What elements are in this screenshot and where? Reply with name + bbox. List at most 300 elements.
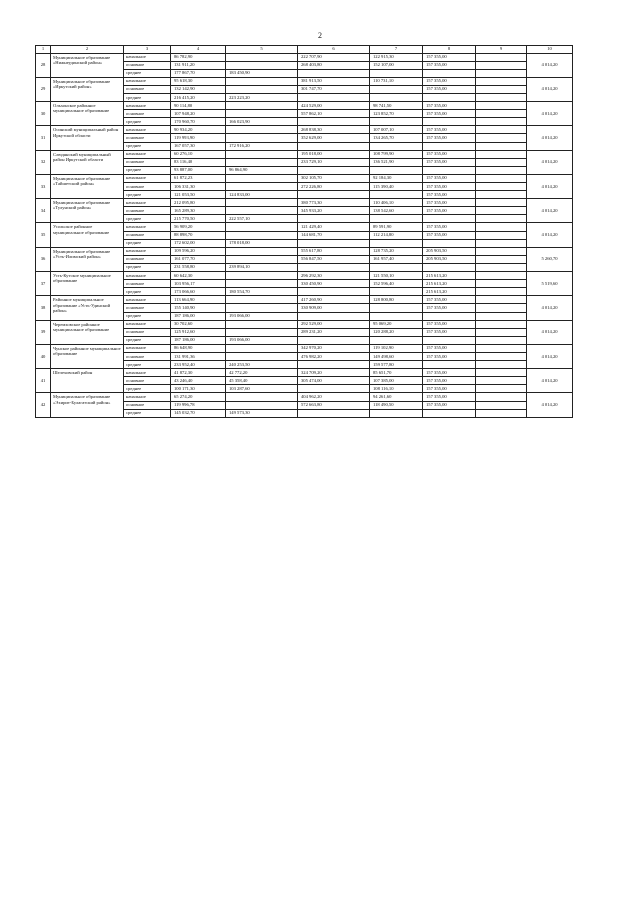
empty-cell [476,183,527,191]
row-number: 35 [36,223,51,247]
empty-cell [476,215,527,223]
value-cell [298,93,370,101]
value-cell: 107 948,20 [171,110,226,118]
value-cell: 110 406,10 [370,199,423,207]
education-level: среднее [124,409,171,417]
value-cell [298,288,370,296]
value-cell [370,215,423,223]
header-cell: 2 [51,46,124,54]
value-cell: 152 107,00 [370,61,423,69]
value-cell: 157 355,00 [423,207,476,215]
value-cell [423,336,476,344]
value-cell [298,312,370,320]
value-cell: 157 355,00 [423,134,476,142]
value-cell: 380 773,30 [298,199,370,207]
value-cell [226,53,298,61]
education-level: основное [124,183,171,191]
total-cell: 4 014,20 [527,369,573,393]
value-cell: 113 664,90 [171,296,226,304]
value-cell [226,304,298,312]
value-cell: 128 800,80 [370,296,423,304]
value-cell: 138 542,60 [370,207,423,215]
empty-cell [476,336,527,344]
empty-cell [476,401,527,409]
value-cell: 159 577,80 [370,361,423,369]
total-cell: 5 260,70 [527,247,573,271]
total-cell: 4 014,20 [527,223,573,247]
row-number: 28 [36,53,51,77]
value-cell: 289 231,20 [298,328,370,336]
table-row [36,77,573,85]
education-level: среднее [124,239,171,247]
value-cell [226,247,298,255]
value-cell: 205 903,50 [423,247,476,255]
empty-cell [476,191,527,199]
value-cell: 41 872,30 [171,369,226,377]
empty-cell [476,296,527,304]
row-number: 39 [36,320,51,344]
value-cell: 157 355,00 [423,191,476,199]
empty-cell [476,239,527,247]
education-level: основное [124,134,171,142]
table-row [36,150,573,158]
empty-cell [476,142,527,150]
municipality-name: Осинский муниципальный район Иркутской области [51,126,124,150]
education-level: среднее [124,336,171,344]
value-cell [298,215,370,223]
value-cell: 215 613,20 [423,272,476,280]
value-cell: 330 450,90 [298,280,370,288]
row-number: 42 [36,393,51,417]
value-cell: 131 911,20 [171,61,226,69]
value-cell: 157 355,00 [423,377,476,385]
value-cell: 268 838,30 [298,126,370,134]
education-level: основное [124,61,171,69]
municipality-name: Муниципальное образование «Нижнеудинский район» [51,53,124,77]
value-cell: 118 490,50 [370,401,423,409]
total-cell: 4 014,20 [527,320,573,344]
value-cell [423,361,476,369]
value-cell [370,191,423,199]
value-cell: 157 355,00 [423,352,476,360]
value-cell [423,215,476,223]
value-cell: 345 933,20 [298,207,370,215]
empty-cell [476,369,527,377]
table-row [36,126,573,134]
value-cell: 131 991,36 [171,352,226,360]
table-row [36,320,573,328]
value-cell: 183 450,90 [226,69,298,77]
value-cell: 342 970,20 [298,344,370,352]
value-cell [226,255,298,263]
value-cell: 555 617,80 [298,247,370,255]
value-cell: 212 095,80 [171,199,226,207]
value-cell: 86 782,90 [171,53,226,61]
value-cell: 157 355,00 [423,126,476,134]
header-cell: 10 [527,46,573,54]
value-cell: 173 066,60 [171,288,226,296]
value-cell: 89 591,90 [370,223,423,231]
education-level: начальное [124,150,171,158]
value-cell: 56 909,20 [171,223,226,231]
value-cell [298,263,370,271]
education-level: среднее [124,166,171,174]
value-cell: 231 558,80 [171,263,226,271]
value-cell [370,118,423,126]
education-level: основное [124,207,171,215]
value-cell: 157 355,00 [423,183,476,191]
empty-cell [476,223,527,231]
value-cell: 330 909,00 [298,304,370,312]
value-cell [370,85,423,93]
education-level: основное [124,280,171,288]
value-cell: 157 355,00 [423,85,476,93]
value-cell [298,118,370,126]
value-cell [226,126,298,134]
education-level: основное [124,352,171,360]
value-cell [226,393,298,401]
table-row [36,296,573,304]
municipality-name: Муниципальное образование «Иркутский район» [51,77,124,101]
empty-cell [476,118,527,126]
value-cell: 324 709,20 [298,369,370,377]
empty-cell [476,174,527,182]
value-cell [226,344,298,352]
education-level: основное [124,110,171,118]
value-cell: 125 912,60 [171,328,226,336]
value-cell: 417 260,90 [298,296,370,304]
row-number: 34 [36,199,51,223]
value-cell: 170 960,70 [171,118,226,126]
municipality-name: Шелеховский район [51,369,124,393]
value-cell: 145 032,70 [171,409,226,417]
empty-cell [476,61,527,69]
value-cell: 85 651,70 [370,369,423,377]
value-cell: 424 529,00 [298,102,370,110]
value-cell [370,166,423,174]
education-level: начальное [124,296,171,304]
value-cell [370,263,423,271]
education-level: начальное [124,369,171,377]
education-level: среднее [124,385,171,393]
value-cell: 157 355,00 [423,150,476,158]
empty-cell [476,304,527,312]
table-row [36,393,573,401]
value-cell [226,320,298,328]
empty-cell [476,344,527,352]
row-number: 32 [36,150,51,174]
row-number: 31 [36,126,51,150]
empty-cell [476,77,527,85]
budget-norms-table [35,45,573,418]
education-level: начальное [124,320,171,328]
value-cell: 95 069,20 [370,320,423,328]
empty-cell [476,312,527,320]
empty-cell [476,288,527,296]
value-cell: 157 355,00 [423,320,476,328]
table-row [36,199,573,207]
municipality-name: Муниципальное образование «Тайшетский район» [51,174,124,198]
value-cell [226,150,298,158]
value-cell [298,142,370,150]
value-cell: 124 833,00 [226,191,298,199]
row-number: 38 [36,296,51,320]
value-cell: 177 867,70 [171,69,226,77]
value-cell [370,304,423,312]
value-cell [226,207,298,215]
value-cell: 121 429,40 [298,223,370,231]
value-cell: 96 864,90 [226,166,298,174]
value-cell [298,239,370,247]
value-cell: 88 898,70 [171,231,226,239]
row-number: 37 [36,272,51,296]
value-cell [226,158,298,166]
value-cell [226,296,298,304]
municipality-name: Районное муниципальное образование «Усть-Удинский район» [51,296,124,320]
total-cell: 4 014,20 [527,53,573,77]
total-cell: 4 014,20 [527,199,573,223]
value-cell [423,312,476,320]
value-cell: 98 741,50 [370,102,423,110]
education-level: начальное [124,53,171,61]
education-level: основное [124,85,171,93]
value-cell: 301 747,70 [298,85,370,93]
empty-cell [476,255,527,263]
table-row [36,369,573,377]
value-cell: 128 735,20 [370,247,423,255]
value-cell: 476 982,20 [298,352,370,360]
value-cell: 187 186,00 [171,312,226,320]
value-cell: 43 246,40 [171,377,226,385]
education-level: среднее [124,215,171,223]
empty-cell [476,93,527,101]
municipality-name: Слюдянский муниципальный район Иркутской области [51,150,124,174]
value-cell [370,288,423,296]
value-cell: 132 142,90 [171,85,226,93]
value-cell: 45 358,40 [226,377,298,385]
value-cell: 233 729,10 [298,158,370,166]
education-level: основное [124,255,171,263]
value-cell: 157 355,00 [423,393,476,401]
value-cell: 108 799,90 [370,150,423,158]
value-cell [298,409,370,417]
table-row [36,223,573,231]
empty-cell [476,280,527,288]
value-cell [226,199,298,207]
value-cell: 42 772,20 [226,369,298,377]
value-cell [370,312,423,320]
value-cell [226,231,298,239]
education-level: среднее [124,69,171,77]
value-cell: 557 862,10 [298,110,370,118]
value-cell: 180 554,70 [226,288,298,296]
value-cell [370,142,423,150]
empty-cell [476,207,527,215]
value-cell: 272 226,80 [298,183,370,191]
education-level: основное [124,304,171,312]
education-level: начальное [124,344,171,352]
value-cell: 157 355,00 [423,223,476,231]
total-cell: 4 014,20 [527,102,573,126]
education-level: начальное [124,174,171,182]
value-cell: 107 385,00 [370,377,423,385]
value-cell: 60 276,10 [171,150,226,158]
table-row [36,247,573,255]
empty-cell [476,385,527,393]
row-number: 40 [36,344,51,368]
value-cell: 83 116,40 [171,158,226,166]
education-level: начальное [124,126,171,134]
empty-cell [476,53,527,61]
value-cell: 94 261,60 [370,393,423,401]
value-cell: 155 140,90 [171,304,226,312]
value-cell: 222 557,10 [226,215,298,223]
education-level: начальное [124,102,171,110]
value-cell [370,239,423,247]
value-cell: 123 852,70 [370,110,423,118]
value-cell: 152 596,40 [370,280,423,288]
empty-cell [476,272,527,280]
education-level: среднее [124,118,171,126]
empty-cell [476,352,527,360]
municipality-name: Муниципальное образование «Тулунский район» [51,199,124,223]
value-cell: 268 403,80 [298,61,370,69]
empty-cell [476,377,527,385]
empty-cell [476,328,527,336]
value-cell: 157 355,00 [423,304,476,312]
table-row [36,344,573,352]
value-cell: 121 053,50 [171,191,226,199]
value-cell: 292 529,00 [298,320,370,328]
value-cell: 90 934,20 [171,126,226,134]
header-cell: 3 [124,46,171,54]
empty-cell [476,263,527,271]
education-level: начальное [124,247,171,255]
value-cell: 61 872,23 [171,174,226,182]
education-level: среднее [124,263,171,271]
empty-cell [476,85,527,93]
empty-cell [476,166,527,174]
row-number: 33 [36,174,51,198]
value-cell: 108 116,10 [370,385,423,393]
value-cell: 157 355,00 [423,53,476,61]
header-cell: 5 [226,46,298,54]
education-level: основное [124,231,171,239]
municipality-name: Черемховское районное муниципальное образование [51,320,124,344]
education-level: среднее [124,288,171,296]
value-cell: 157 355,00 [423,174,476,182]
value-cell: 157 355,00 [423,77,476,85]
total-cell: 4 014,20 [527,126,573,150]
value-cell [226,85,298,93]
value-cell: 233 952,40 [171,361,226,369]
value-cell [226,272,298,280]
value-cell: 60 642,30 [171,272,226,280]
education-level: начальное [124,223,171,231]
value-cell: 157 355,00 [423,344,476,352]
value-cell: 109 596,20 [171,247,226,255]
value-cell: 144 681,70 [298,231,370,239]
value-cell: 195 018,00 [298,150,370,158]
value-cell: 161 957,40 [370,255,423,263]
value-cell: 112 214,80 [370,231,423,239]
empty-cell [476,102,527,110]
row-number: 41 [36,369,51,393]
value-cell [298,361,370,369]
value-cell: 157 355,00 [423,328,476,336]
municipality-name: Усольское районное муниципальное образование [51,223,124,247]
value-cell: 103 287,60 [226,385,298,393]
header-cell: 7 [370,46,423,54]
value-cell [226,328,298,336]
value-cell [226,401,298,409]
value-cell: 93 887,00 [171,166,226,174]
empty-cell [476,409,527,417]
value-cell [298,191,370,199]
empty-cell [476,393,527,401]
value-cell: 161 077,70 [171,255,226,263]
education-level: среднее [124,191,171,199]
value-cell: 134 265,70 [370,134,423,142]
header-cell: 8 [423,46,476,54]
value-cell: 157 355,00 [423,401,476,409]
value-cell: 296 292,30 [298,272,370,280]
value-cell [226,102,298,110]
value-cell [370,93,423,101]
value-cell [226,352,298,360]
value-cell: 120 288,20 [370,328,423,336]
value-cell: 222 707,90 [298,53,370,61]
value-cell: 172 916,20 [226,142,298,150]
empty-cell [476,110,527,118]
value-cell: 65 274,20 [171,393,226,401]
value-cell: 92 184,30 [370,174,423,182]
education-level: основное [124,328,171,336]
value-cell [226,223,298,231]
row-number: 30 [36,102,51,126]
value-cell [298,336,370,344]
value-cell: 215 770,50 [171,215,226,223]
value-cell [423,409,476,417]
row-number: 36 [36,247,51,271]
municipality-name: Чунское районное муниципальное образование [51,344,124,368]
row-number: 29 [36,77,51,101]
education-level: среднее [124,312,171,320]
value-cell [370,69,423,77]
value-cell: 157 355,00 [423,369,476,377]
header-cell: 1 [36,46,51,54]
value-cell: 167 057,30 [171,142,226,150]
empty-cell [476,320,527,328]
value-cell [370,336,423,344]
value-cell: 110 731,10 [370,77,423,85]
empty-cell [476,231,527,239]
value-cell: 157 355,00 [423,158,476,166]
value-cell: 172 602,00 [171,239,226,247]
value-cell [226,61,298,69]
education-level: начальное [124,393,171,401]
value-cell: 107 007,10 [370,126,423,134]
education-level: среднее [124,142,171,150]
total-cell: 4 014,20 [527,77,573,101]
value-cell: 305 474,00 [298,377,370,385]
table-row [36,53,573,61]
value-cell: 122 915,30 [370,53,423,61]
education-level: основное [124,158,171,166]
value-cell: 352 629,00 [298,134,370,142]
value-cell [423,93,476,101]
value-cell: 572 663,80 [298,401,370,409]
